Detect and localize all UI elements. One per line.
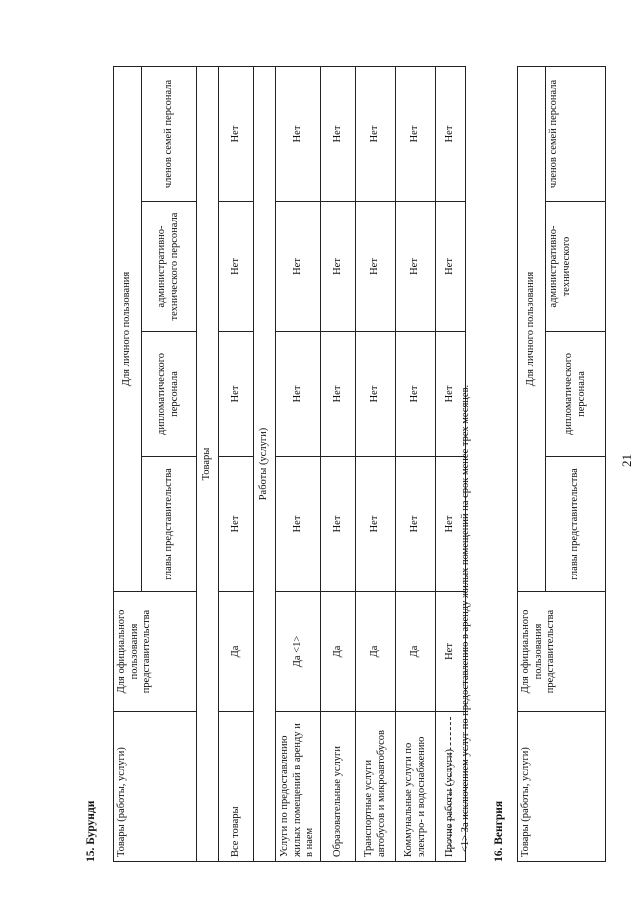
page-number: 21 xyxy=(619,454,634,467)
header-diplomatic: дипломатического персонала xyxy=(142,332,197,457)
row-name: Прочие работы (услуги) xyxy=(436,712,466,862)
header-official: Для официального пользования представительства xyxy=(518,592,606,712)
row-diplomatic: Нет xyxy=(219,332,254,457)
row-official: Да xyxy=(396,592,436,712)
row-admin: Нет xyxy=(396,202,436,332)
row-head: Нет xyxy=(356,457,396,592)
row-head: Нет xyxy=(219,457,254,592)
header-personal: Для личного пользования xyxy=(114,67,142,592)
table-row xyxy=(276,67,321,862)
header-admin: административно-технического xyxy=(546,202,606,332)
header-goods: Товары (работы, услуги) xyxy=(114,712,197,862)
row-official: Да <1> xyxy=(276,592,321,712)
row-head: Нет xyxy=(436,457,466,592)
row-admin: Нет xyxy=(321,202,356,332)
row-family: Нет xyxy=(396,67,436,202)
header-admin: административно-технического персонала xyxy=(142,202,197,332)
row-admin: Нет xyxy=(356,202,396,332)
header-head: главы представительства xyxy=(546,457,606,592)
row-official: Да xyxy=(219,592,254,712)
row-family: Нет xyxy=(356,67,396,202)
row-name: Образовательные услуги xyxy=(321,712,356,862)
row-official: Да xyxy=(356,592,396,712)
row-official: Да xyxy=(321,592,356,712)
header-diplomatic: дипломатического персонала xyxy=(546,332,606,457)
row-name: Услуги по предоставлению жилых помещений в аренду и в наем xyxy=(276,712,321,862)
row-diplomatic: Нет xyxy=(396,332,436,457)
footnote-divider xyxy=(450,717,451,852)
header-family: членов семей персонала xyxy=(546,67,606,202)
group-goods: Товары xyxy=(197,67,219,862)
row-diplomatic: Нет xyxy=(321,332,356,457)
header-personal: Для личного пользования xyxy=(518,67,546,592)
row-official: Нет xyxy=(436,592,466,712)
table-row xyxy=(356,67,396,862)
row-name: Все товары xyxy=(219,712,254,862)
row-family: Нет xyxy=(436,67,466,202)
header-family: членов семей персонала xyxy=(142,67,197,202)
section-16-heading: 16. Венгрия xyxy=(493,800,505,862)
row-family: Нет xyxy=(276,67,321,202)
header-goods: Товары (работы, услуги) xyxy=(518,712,606,862)
table-row xyxy=(219,67,254,862)
table-row xyxy=(321,67,356,862)
row-family: Нет xyxy=(219,67,254,202)
table-row xyxy=(396,67,436,862)
burundi-table xyxy=(113,66,466,862)
row-name: Транспортные услуги автобусов и микроавтобусов xyxy=(356,712,396,862)
hungary-table xyxy=(517,66,606,862)
header-head: главы представительства xyxy=(142,457,197,592)
row-admin: Нет xyxy=(219,202,254,332)
group-works: Работы (услуги) xyxy=(254,67,276,862)
header-official: Для официального пользования представительства xyxy=(114,592,197,712)
row-diplomatic: Нет xyxy=(356,332,396,457)
row-admin: Нет xyxy=(436,202,466,332)
row-diplomatic: Нет xyxy=(436,332,466,457)
row-admin: Нет xyxy=(276,202,321,332)
row-name: Коммунальные услуги по электро- и водоснабжению xyxy=(396,712,436,862)
row-head: Нет xyxy=(321,457,356,592)
section-15-heading: 15. Бурунди xyxy=(85,800,97,862)
row-diplomatic: Нет xyxy=(276,332,321,457)
row-family: Нет xyxy=(321,67,356,202)
row-head: Нет xyxy=(396,457,436,592)
footnote: <1> За исключением услуг по предоставлению в аренду жилых помещений на срок менее трех месяцев. xyxy=(460,384,471,852)
row-head: Нет xyxy=(276,457,321,592)
